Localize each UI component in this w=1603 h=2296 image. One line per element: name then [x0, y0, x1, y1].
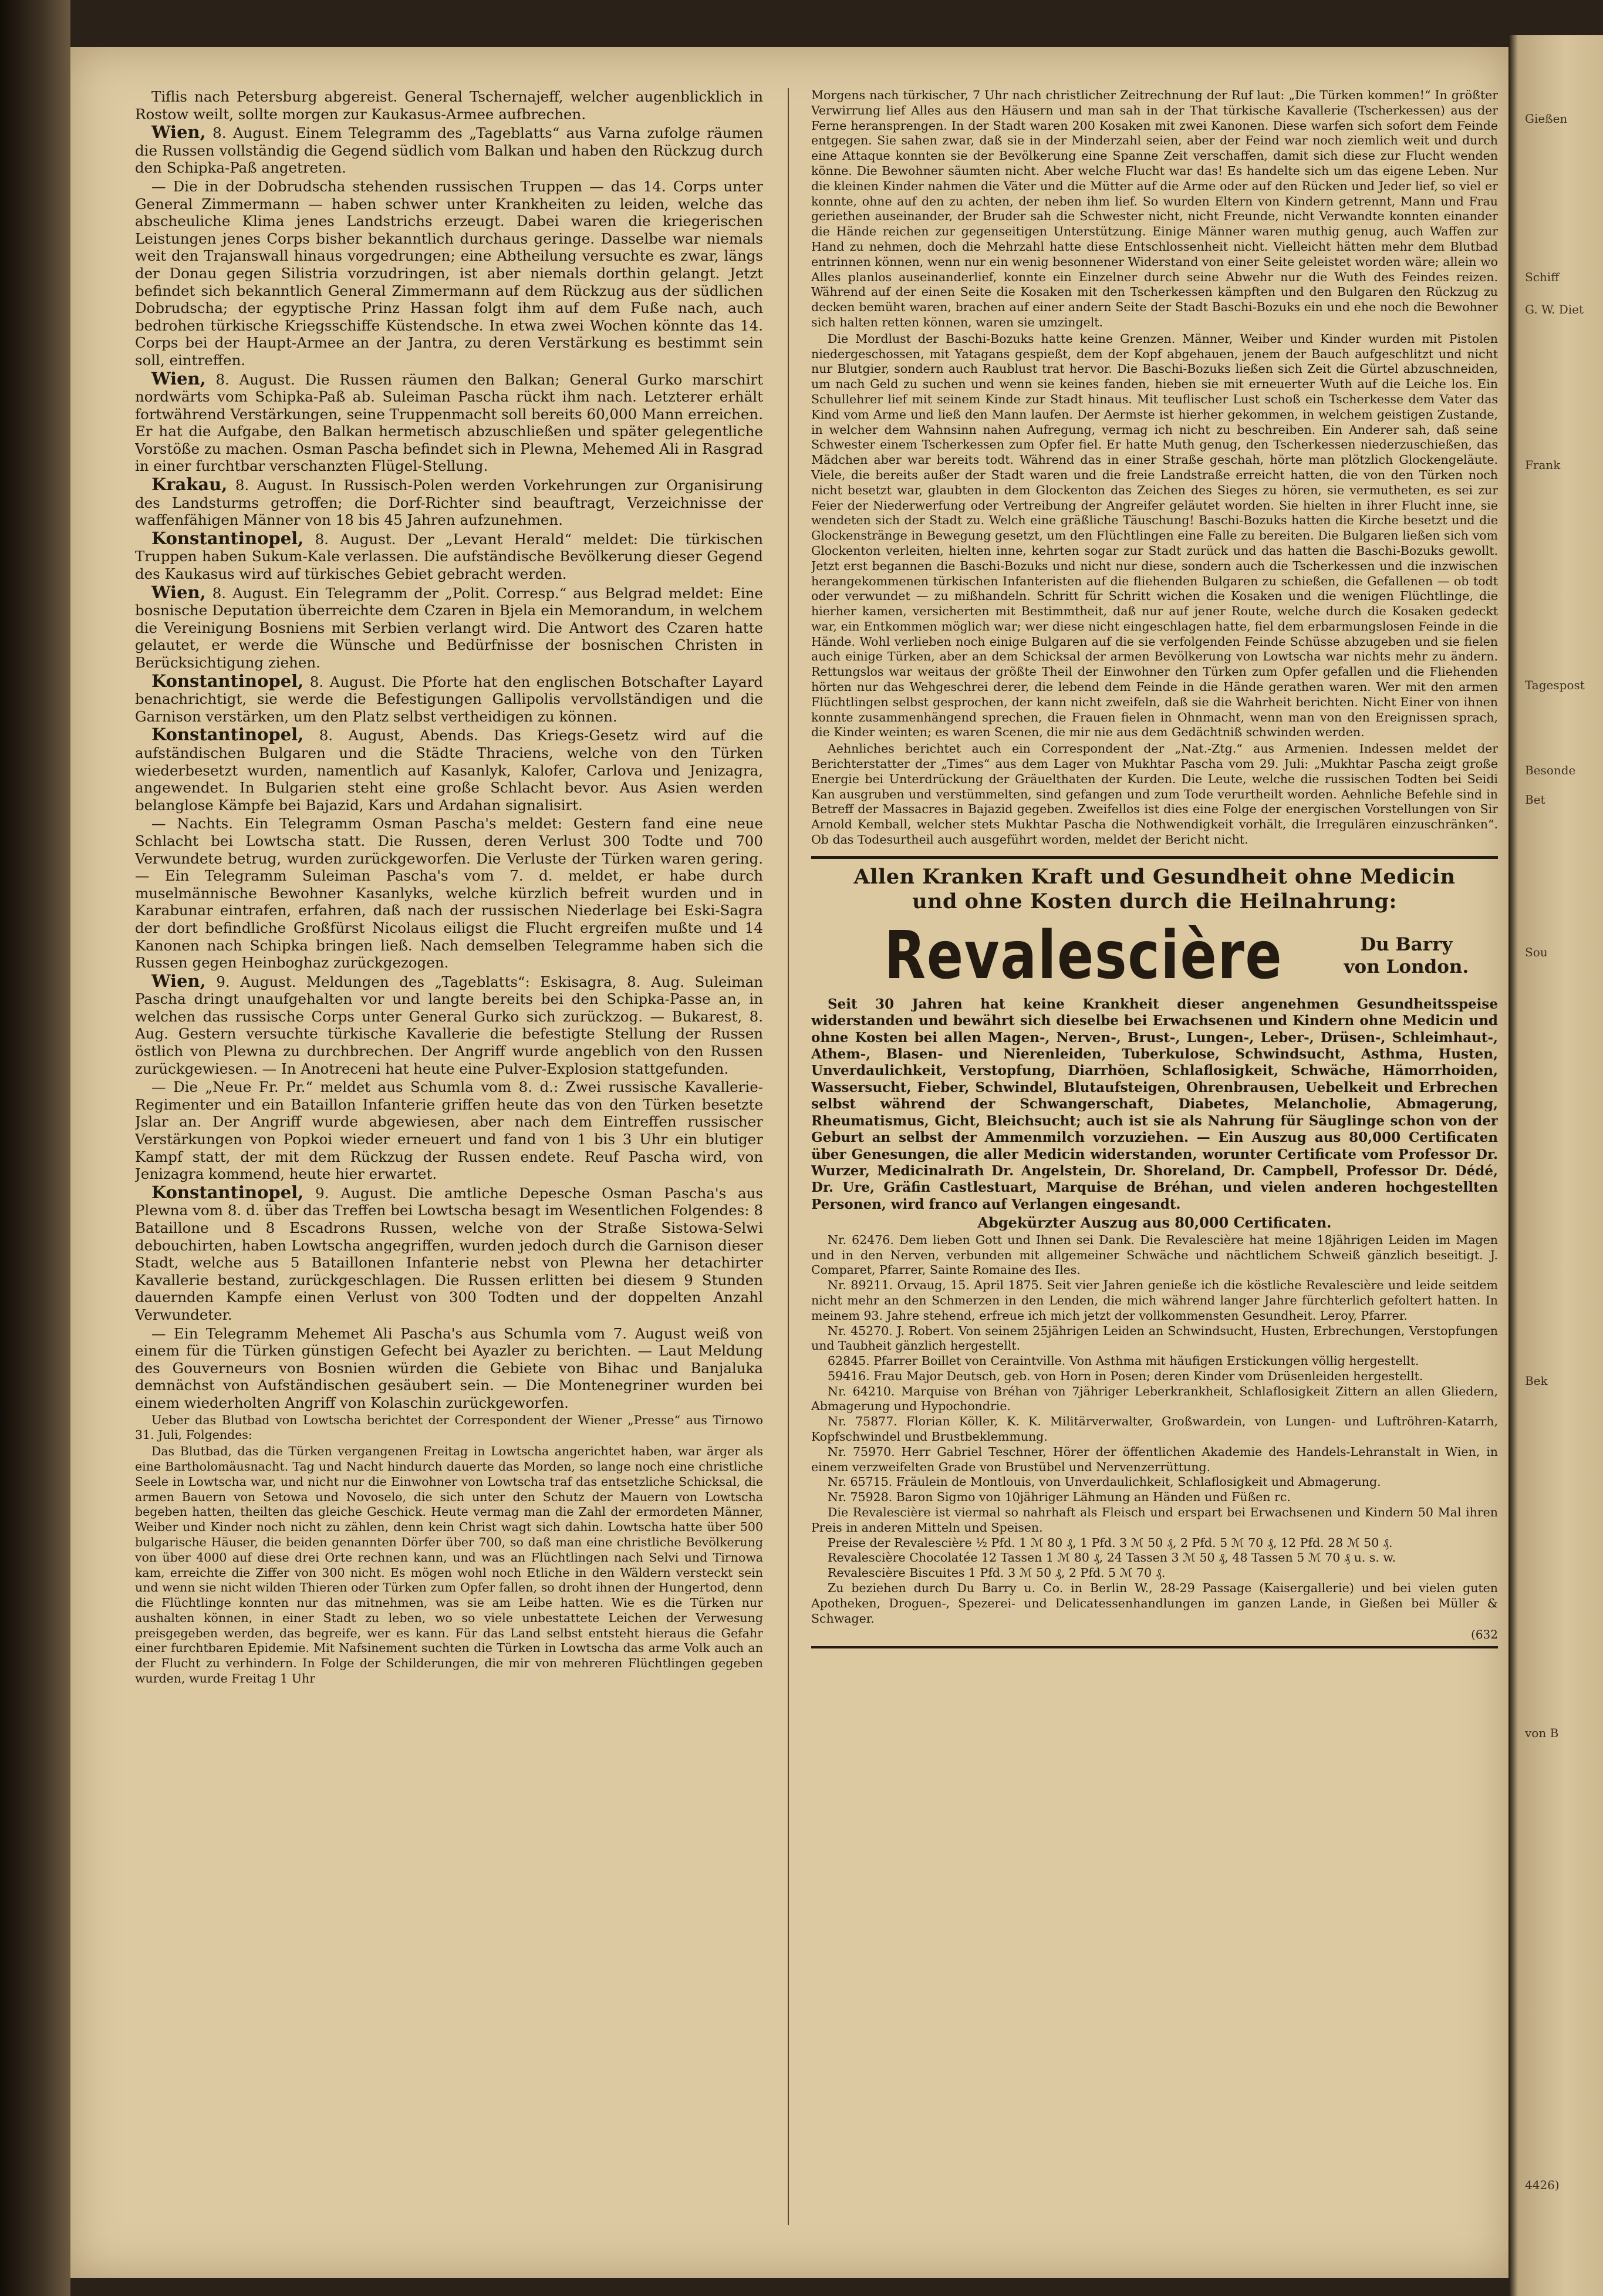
ad-headline-1: Allen Kranken Kraft und Gesundheit ohne Medicin — [853, 864, 1456, 889]
article-paragraph — [135, 670, 763, 726]
paragraph-text: 8. August. Die Pforte hat den englischen Botschafter Layard benachrichtigt, sie werde die Befestigungen Gallipolis vervollständigen und die Garnison verstärken, um den Platz selbst vertheidigen zu können. — [135, 673, 763, 725]
ad-ref: (632 — [811, 1626, 1498, 1648]
ad-certificate: Revalescière Biscuites 1 Pfd. 3 ℳ 50 ₰, 2 Pfd. 5 ℳ 70 ₰. — [828, 1566, 1166, 1580]
adjacent-page-fragment: Schiff — [1525, 270, 1560, 284]
adjacent-page-fragment: Sou — [1525, 945, 1548, 959]
article-paragraph — [135, 370, 763, 476]
adjacent-page-fragment: 4426) — [1525, 2178, 1560, 2192]
paragraph-text: Das Blutbad, das die Türken vergangenen Freitag in Lowtscha angerichtet haben, war ärger als eine Bartholomäusnacht. Tag und Nacht hindurch dauerte das Morden, so lange noch eine christliche Seele in Lowtscha war, und nicht nur die Einwohner von Lowtscha traf das entsetzliche Schicksal, die armen Bauern von Setowa und Novoselo, die sich unter den Schutz der Mauern von Lowtscha begeben hatten, theilten das gleiche Geschick. Heute vermag man die Zahl der ermordeten Männer, Weiber und Kinder noch nicht zu zählen, denn kein Christ wagt sich dahin. Lowtscha hatte über 500 bulgarische Häuser, die beiden genannten Dörfer über 700, so daß man eine christliche Bevölkerung von über 4000 auf diese drei Orte rechnen kann, und was an Flüchtlingen nach Selvi und Tirnowa kam, erreichte die Ziffer von 300 nicht. Es mögen wohl noch Etliche in den Wäldern versteckt sein und wenn sie nicht wilden Thieren oder Türken zum Opfer fallen, so droht ihnen der Hungertod, denn die Flüchtlinge konnten nur das mitnehmen, was sie am Leibe hatten. Wie es die Türken nur aushalten können, in einer Stadt zu leben, wo so viele unbestattete Leichen der Verwesung preisgegeben werden, das begreife, wer es kann. Für das Land selbst entsteht hieraus die Gefahr einer furchtbaren Epidemie. Mit Nafsinement suchten die Türken in Lowtscha das arme Volk auch an der Flucht zu verhindern. In Folge der Schilderungen, die mir von mehreren Flüchtlingen gegeben wurden, wurde Freitag 1 Uhr — [135, 1444, 763, 1686]
ad-brand-line-1: Du Barry — [1360, 933, 1453, 955]
ad-certificate: Nr. 62476. Dem lieben Gott und Ihnen sei Dank. Die Revalescière hat meine 18jährigen Leiden im Magen und in den Nerven, verbunden mit allgemeiner Schwäche und nächtlichem Schweiß gänzlich beseitigt. J. Comparet, Pfarrer, Sainte Romaine des Iles. — [811, 1232, 1498, 1277]
paragraph-text: Aehnliches berichtet auch ein Correspondent der „Nat.-Ztg.“ aus Armenien. Indessen meldet der Berichterstatter der „Times“ aus dem Lager von Mukhtar Pascha vom 29. Juli: „Mukhtar Pascha zeigt große Energie bei Unterdrückung der Gräuelthaten der Kurden. Die Leute, welche die russischen Todten bei Seidi Kan ausgruben und verstümmelten, sind gefangen und zum Tode verurtheilt worden. Aehnliche Befehle sind in Betreff der Massacres in Bajazid gegeben. Zweifellos ist dies eine Folge der energischen Vorstellungen von Sir Arnold Kemball, welcher stets Mukhtar Pascha die Nothwendigkeit vorhält, die Irregulären einzuschränken“. Ob das Todesurtheil auch ausgeführt worden, meldet der Bericht nicht. — [811, 741, 1498, 847]
ad-certificate: Nr. 64210. Marquise von Bréhan von 7jähriger Leberkrankheit, Schlaflosigkeit Zittern an allen Gliedern, Abmagerung und Hypochondrie. — [811, 1384, 1498, 1414]
ad-headline-2: und ohne Kosten durch die Heilnahrung: — [912, 889, 1397, 913]
paragraph-text: Die Mordlust der Baschi-Bozuks hatte keine Grenzen. Männer, Weiber und Kinder wurden mit Pistolen niedergeschossen, mit Yatagans gespießt, dem der Kopf abgehauen, jenem der Bauch aufgeschlitzt und nicht nur Blutgier, sondern auch Raublust trat hervor. Die Baschi-Bozuks ließen sich Zeit die Gürtel abzuschneiden, um nach Geld zu suchen und wenn sie keines fanden, hieben sie mit erneuerter Wuth auf die Leiche los. Ein Schullehrer lief mit seinem Kinde zur Stadt hinaus. Mit teuflischer Lust schoß ein Tscherkesse dem Vater das Kind vom Arme und ließ den Mann laufen. Der Aermste ist hierher gekommen, in welchem geistigen Zustande, in welcher dem Wahnsinn nahen Aufregung, vermag ich nicht zu beschreiben. Ein Anderer sah, daß seine Schwester einem Tscherkessen zum Opfer fiel. Er hatte Muth genug, den Tscherkessen niederzuschießen, das Mädchen aber war bereits todt. Während das in einer Straße geschah, hörte man plötzlich Glockengeläute. Viele, die bereits außer der Stadt waren und die freie Landstraße erreicht hatten, die von den Türken noch nicht besetzt war, glaubten in dem Glockenton das Zeichen des Sieges zu hören, sie vermutheten, es sei zur Feier der Niederwerfung oder Vertreibung der Angreifer geläutet worden. Sie hielten in ihrer Flucht inne, sie wendeten sich der Stadt zu. Welch eine gräßliche Täuschung! Baschi-Bozuks hatten die Kirche besetzt und die Glockenstränge in Bewegung gesetzt, um den Flüchtlingen eine Falle zu bereiten. Die Bulgaren ließen sich vom Glockenton verleiten, hielten inne, kehrten sogar zur Stadt zurück und das hatten die Baschi-Bozuks gewollt. Jetzt erst begannen die Baschi-Bozuks und nicht nur diese, sondern auch die Tscherkessen und die inzwischen herangekommenen türkischen Infanteristen auf die fliehenden Bulgaren zu schießen, die Gefallenen — ob todt oder verwundet — zu mißhandeln. Schritt für Schritt wichen die Kosaken und die wenigen Flüchtlinge, die hierher kamen, versicherten mit Bestimmtheit, daß nur auf jener Route, welche durch die Kosaken gedeckt war, ein Entkommen möglich war; wer diese nicht eingeschlagen hatte, fiel dem erbarmungslosen Feinde in die Hände. Wohl verlieben noch einige Bulgaren auf die sie verfolgenden Feinde Schüsse abzugeben und sie fielen auch einige Türken, aber an dem Schicksal der armen Bevölkerung von Lowtscha war nichts mehr zu ändern. Rettungslos war weitaus der größte Theil der Einwohner den Türken zum Opfer gefallen und die Fliehenden hörten nur das Wehgeschrei derer, die lebend dem Feinde in die Hände gerathen waren. Wer mit den armen Flüchtlingen selbst gesprochen, der kann nicht zweifeln, daß sie die Wahrheit berichten. Nicht Einer von ihnen konnte zusammenhängend sprechen, die Frauen fielen in Ohnmacht, wenn man von den Ereignissen sprach, die Kinder weinten; es waren Scenen, die mir nie aus dem Gedächtniß schwinden werden. — [811, 331, 1498, 740]
revalesciere-advertisement — [811, 856, 1498, 1648]
ad-brand-name: Revalescière — [884, 917, 1283, 994]
paragraph-text: Tiflis nach Petersburg abgereist. General Tschernajeff, welcher augenblicklich in Rostow weilt, sollte morgen zur Kaukasus-Armee aufbrechen. — [135, 88, 763, 123]
paragraph-text: 8. August. Der „Levant Herald“ meldet: Die türkischen Truppen haben Sukum-Kale verlassen. Die aufständische Bevölkerung dieser Gegend des Kaukasus wird auf türkisches Gebiet gebracht werden. — [135, 530, 763, 583]
ad-certificate: Nr. 75877. Florian Köller, K. K. Militärverwalter, Großwardein, von Lungen- und Luftröhren-Katarrh, Kopfschwindel und Brustbeklemmung. — [811, 1414, 1498, 1444]
ad-certificate: Nr. 75928. Baron Sigmo von 10jähriger Lähmung an Händen und Füßen rc. — [828, 1490, 1291, 1505]
ad-certificate: Die Revalescière ist viermal so nahrhaft als Fleisch und erspart bei Erwachsenen und Kindern 50 Mal ihren Preis in anderen Mitteln und Speisen. — [811, 1505, 1498, 1535]
paragraph-text: 8. August. In Russisch-Polen werden Vorkehrungen zur Organisirung des Landsturms getroffen; die Dorf-Richter sind beauftragt, Verzeichnisse der waffenfähigen Männer von 18 bis 45 Jahren aufzunehmen. — [135, 477, 763, 529]
adjacent-page-fragment: Bek — [1525, 1374, 1548, 1388]
ad-certificate: Nr. 65715. Fräulein de Montlouis, von Unverdaulichkeit, Schlaflosigkeit und Abmagerung. — [828, 1475, 1381, 1489]
ad-certificate: Revalescière Chocolatée 12 Tassen 1 ℳ 80 ₰, 24 Tassen 3 ℳ 50 ₰, 48 Tassen 5 ℳ 70 ₰ u. s. w. — [828, 1550, 1396, 1565]
paragraph-text: 9. August. Meldungen des „Tageblatts“: Eskisagra, 8. Aug. Suleiman Pascha dringt unaufgehalten vor und langte bereits bei den Schipka-Passe an, in welchen das russische Corps unter General Gurko sich zurückzog. — Bukarest, 8. Aug. Gestern versuchte türkische Kavallerie die befestigte Stellung der Russen östlich von Plewna zu durchbrechen. Der Angriff wurde angeblich von den Russen zurückgewiesen. — In Anotreceni hat heute eine Pulver-Explosion stattgefunden. — [135, 973, 763, 1077]
newspaper-page — [70, 47, 1508, 2278]
dateline: Krakau, — [151, 474, 228, 495]
article-paragraph — [811, 332, 1498, 741]
book-binding — [0, 0, 70, 2296]
adjacent-page-fragment: Tagespost — [1525, 678, 1585, 692]
article-paragraph — [135, 1325, 763, 1412]
article-paragraph — [135, 476, 763, 529]
article-paragraph — [811, 88, 1498, 331]
paragraph-text: 8. August. Ein Telegramm der „Polit. Corresp.“ aus Belgrad meldet: Eine bosnische Deputation überreichte dem Czaren in Bjela ein Memorandum, in welchem die Vereinigung Bosniens mit Serbien verlangt wird. Die Antwort des Czaren hatte gelautet, er werde die Wünsche und Bedürfnisse der bosnischen Christen in Berücksichtigung ziehen. — [135, 584, 763, 671]
paragraph-text: 8. August. Einem Telegramm des „Tageblatts“ aus Varna zufolge räumen die Russen vollständig die Gegend südlich vom Balkan und haben den Rückzug durch den Schipka-Paß angetreten. — [135, 124, 763, 177]
paragraph-text: — Die „Neue Fr. Pr.“ meldet aus Schumla vom 8. d.: Zwei russische Kavallerie-Regimenter und ein Bataillon Infanterie griffen heute das von den Türken besetzte Jslar an. Der Angriff wurde abgewiesen, aber nach dem Eintreffen russischer Verstärkungen von Popkoi wieder erneuert und fand von 1 bis 3 Uhr ein blutiger Kampf statt, der mit dem Rückzug der Russen endete. Reuf Pascha wird, von Jenizagra kommend, heute hier erwartet. — [135, 1078, 763, 1183]
dateline: Konstantinopel, — [151, 528, 304, 548]
paragraph-text: 8. August. Die Russen räumen den Balkan; General Gurko marschirt nordwärts vom Schipka-Paß ab. Suleiman Pascha rückt ihm nach. Letzterer erhält fortwährend Verstärkungen, seine Truppenmacht soll bereits 60,000 Mann erreichen. Er hat die Aufgabe, den Balkan hermetisch abzuschließen und später gelegentliche Vorstöße zu machen. Osman Pascha befindet sich in Plewna, Mehemed Ali in Rasgrad in einer furchtbar verschanzten Flügel-Stellung. — [135, 370, 763, 475]
column-rule — [788, 88, 789, 2225]
dateline: Konstantinopel, — [151, 724, 304, 745]
article-paragraph — [135, 124, 763, 177]
article-paragraph — [135, 1444, 763, 1687]
dateline: Wien, — [151, 368, 206, 389]
dateline: Konstantinopel, — [151, 1182, 304, 1202]
ad-brand-origin — [1344, 933, 1469, 978]
dateline: Wien, — [151, 582, 206, 602]
paragraph-text: Morgens nach türkischer, 7 Uhr nach christlicher Zeitrechnung der Ruf laut: „Die Türken kommen!“ In größter Verwirrung lief Alles aus den Häusern und man sah in der That türkische Kavallerie (Tscherkessen) aus der Ferne heransprengen. In der Stadt waren 200 Kosaken mit zwei Kanonen. Diese warfen sich sofort dem Feinde entgegen. Sie sahen zwar, daß sie in der Minderzahl seien, aber der Feind war noch ziemlich weit und durch eine Attaque konnten sie der Bevölkerung eine Spanne Zeit verschaffen, damit sich diese zur Flucht wenden könne. Die Bewohner säumten nicht. Aber welche Flucht war das! Es handelte sich um das eigene Leben. Nur die kleinen Kinder nahmen die Väter und die Mütter auf die Arme oder auf den Rücken und Jeder lief, so viel er konnte, ohne auf den zu achten, der neben ihm lief. So wurden Eltern von Kindern getrennt, Mann und Frau geriethen auseinander, der Bruder sah die Schwester nicht, nicht Freunde, nicht Verwandte konnten einander die Hände reichen zur gegenseitigen Unterstützung. Einige Männer waren muthig genug, auch Waffen zur Hand zu nehmen, doch die Mehrzahl hatte diese Entschlossenheit nicht. Vielleicht hätten mehr dem Blutbad entrinnen können, wenn nur ein wenig besonnener Widerstand von einer Seite geleistet worden wäre; allein wo Alles planlos auseinanderlief, konnte ein Einzelner durch seine Abwehr nur die Wuth des Feindes reizen. Während auf der einen Seite die Kosaken mit den Tscherkessen kämpften und den Bulgaren den Rückzug zu decken bemüht waren, brachen auf einer andern Seite der Stadt Baschi-Bozuks ein und ehe noch die Bewohner sich halten retten können, waren sie umzingelt. — [811, 88, 1498, 329]
article-paragraph — [135, 178, 763, 369]
ad-intro: Seit 30 Jahren hat keine Krankheit dieser angenehmen Gesundheitsspeise widerstanden und bewährt sich dieselbe bei Erwachsenen und Kindern ohne Medicin und ohne Kosten bei allen Magen-, Nerven-, Brust-, Lungen-, Leber-, Drüsen-, Schleimhaut-, Athem-, Blasen- und Nierenleiden, Tuberkulose, Schwindsucht, Asthma, Husten, Unverdaulichkeit, Verstopfung, Diarrhöen, Schlaflosigkeit, Schwäche, Hämorrhoiden, Wassersucht, Fieber, Schwindel, Blutaufsteigen, Ohrenbrausen, Uebelkeit und Erbrechen selbst während der Schwangerschaft, Diabetes, Melancholie, Abmagerung, Rheumatismus, Gicht, Bleichsucht; auch ist sie als Nahrung für Säuglinge schon von der Geburt an selbst der Ammenmilch vorzuziehen. — Ein Auszug aus 80,000 Certificaten über Genesungen, die aller Medicin widerstanden, worunter Certificate vom Professor Dr. Wurzer, Medicinalrath Dr. Angelstein, Dr. Shoreland, Dr. Campbell, Professor Dr. Dédé, Dr. Ure, Gräfin Castlestuart, Marquise de Bréhan, und vielen anderen hochgestellten Personen, wird franco auf Verlangen eingesandt. — [811, 996, 1498, 1212]
article-paragraph — [135, 1184, 763, 1324]
adjacent-page-edge — [1508, 35, 1603, 2296]
article-paragraph — [135, 815, 763, 971]
ad-certificate: Preise der Revalescière ½ Pfd. 1 ℳ 80 ₰, 1 Pfd. 3 ℳ 50 ₰, 2 Pfd. 5 ℳ 70 ₰, 12 Pfd. 28 ℳ 50 ₰. — [828, 1535, 1393, 1550]
dateline: Wien, — [151, 122, 206, 143]
ad-certificate: Zu beziehen durch Du Barry u. Co. in Berlin W., 28-29 Passage (Kaisergallerie) und bei vielen guten Apotheken, Droguen-, Spezerei- und Delicatessenhandlungen im ganzen Lande, in Gießen bei Müller & Schwager. — [811, 1581, 1498, 1626]
paragraph-text: Ueber das Blutbad von Lowtscha berichtet der Correspondent der Wiener „Presse“ aus Tirnowo 31. Juli, Folgendes: — [135, 1412, 763, 1442]
paragraph-text: — Die in der Dobrudscha stehenden russischen Truppen — das 14. Corps unter General Zimmermann — haben schwer unter Krankheiten zu leiden, welche das abscheuliche Klima jenes Landstrichs erzeugt. Dabei waren die kriegerischen Leistungen jenes Corps bisher bekanntlich durchaus geringe. Dasselbe war niemals weit den Trajanswall hinaus vorgedrungen; eine Abtheilung versuchte es zwar, längs der Donau gegen Silistria vorzudringen, ist aber niemals dorthin gelangt. Jetzt befindet sich bekanntlich General Zimmermann auf dem Rückzug aus der südlichen Dobrudscha; der egyptische Prinz Hassan folgt ihm auf dem Fuße nach, auch bedrohen türkische Kriegsschiffe Küstendsche. In etwa zwei Wochen könnte das 14. Corps bei der Haupt-Armee an der Jantra, zu deren Verstärkung es bestimmt sein soll, eintreffen. — [135, 177, 763, 369]
dateline: Wien, — [151, 970, 206, 991]
ad-certificate: Nr. 75970. Herr Gabriel Teschner, Hörer der öffentlichen Akademie des Handels-Lehranstalt in Wien, in einem verzweifelten Grade von Brustübel und Nervenzerrüttung. — [811, 1444, 1498, 1474]
adjacent-page-fragment: Besonde — [1525, 763, 1576, 777]
ad-certificate: Nr. 45270. J. Robert. Von seinem 25jährigen Leiden an Schwindsucht, Husten, Erbrechungen, Verstopfungen und Taubheit gänzlich hergestellt. — [811, 1323, 1498, 1353]
dateline: Konstantinopel, — [151, 670, 304, 691]
article-paragraph — [811, 741, 1498, 848]
ad-brand-row — [811, 917, 1498, 994]
adjacent-page-fragment: Gießen — [1525, 112, 1568, 126]
left-column — [135, 88, 763, 2225]
ad-certificate: 59416. Frau Major Deutsch, geb. von Horn in Posen; deren Kinder vom Drüsenleiden hergestellt. — [828, 1368, 1423, 1383]
right-column-text — [811, 88, 1498, 848]
paragraph-text: — Ein Telegramm Mehemet Ali Pascha's aus Schumla vom 7. August weiß von einem für die Türken günstigen Gefecht bei Ayazler zu berichten. — Laut Meldung des Gouverneurs von Bosnien würden die Gebiete von Bihac und Banjaluka demnächst von Aufständischen gesäubert sein. — Die Montenegriner wurden bei einem wiederholten Angriff von Kolaschin zurückgeworfen. — [135, 1324, 763, 1411]
article-paragraph — [135, 88, 763, 123]
article-paragraph — [135, 970, 763, 1078]
paragraph-text: — Nachts. Ein Telegramm Osman Pascha's meldet: Gestern fand eine neue Schlacht bei Lowtscha statt. Die Russen, deren Verlust 300 Todte und 700 Verwundete betrug, wurden zurückgeworfen. Die Verluste der Türken waren gering. — Ein Telegramm Suleiman Pascha's vom 7. d. meldet, er habe durch muselmännische Bewohner Kasanlyks, welche kürzlich befreit wurden und in Karabunar eintrafen, erfahren, daß nach der russischen Niederlage bei Eski-Sagra der dort befindliche Großfürst Nicolaus eiligst die Flucht ergreifen mußte und 14 Kanonen nach Schipka bringen ließ. Nach demselben Telegramme haben sich die Russen gegen Heinboghaz zurückgezogen. — [135, 815, 763, 972]
ad-brand-line-2: von London. — [1344, 956, 1469, 977]
article-paragraph — [135, 1078, 763, 1183]
article-paragraph — [135, 584, 763, 672]
article-paragraph — [135, 1413, 763, 1444]
ad-certificate: Nr. 89211. Orvaug, 15. April 1875. Seit vier Jahren genieße ich die köstliche Revalescière und leide seitdem nicht mehr an den Schmerzen in den Lenden, die mich während langer Jahre fürchterlich gefoltert hatten. In meinem 93. Jahre stehend, erfreue ich mich jetzt der vollkommensten Gesundheit. Leroy, Pfarrer. — [811, 1278, 1498, 1323]
ad-subhead: Abgekürzter Auszug aus 80,000 Certificaten. — [977, 1214, 1332, 1232]
article-paragraph — [135, 726, 763, 814]
paragraph-text: 8. August, Abends. Das Kriegs-Gesetz wird auf die aufständischen Bulgaren und die Städte Thraciens, welche von den Türken wiederbesetzt wurden, namentlich auf Kasanlyk, Kalofer, Carlova und Jenizagra, angewendet. In Bulgarien steht eine große Schlacht bevor. Aus Asien werden belanglose Kämpfe bei Bajazid, Kars und Ardahan signalisirt. — [135, 727, 763, 814]
ad-certificate: 62845. Pfarrer Boillet von Ceraintville. Von Asthma mit häufigen Erstickungen völlig hergestellt. — [828, 1354, 1419, 1368]
ad-certificates — [811, 1233, 1498, 1627]
adjacent-page-fragment: G. W. Diet — [1525, 302, 1584, 316]
adjacent-page-fragment: von B — [1525, 1726, 1559, 1740]
adjacent-page-fragment: Bet — [1525, 793, 1545, 807]
adjacent-page-fragment: Frank — [1525, 458, 1561, 472]
article-paragraph — [135, 530, 763, 583]
right-column — [811, 88, 1498, 2225]
paragraph-text: 9. August. Die amtliche Depesche Osman Pascha's aus Plewna vom 8. d. über das Treffen bei Lowtscha besagt im Wesentlichen Folgendes: 8 Bataillone und 8 Escadrons Russen, welche von der Straße Sistowa-Selwi debouchirten, haben Lowtscha angegriffen, wurden jedoch durch die Garnison dieser Stadt, welche aus 5 Bataillonen Infanterie nebst von Plewna her detachirter Kavallerie bestand, zurückgeschlagen. Die Russen erlitten bei diesem 9 Stunden dauernden Kampfe einen Verlust von 300 Todten und der doppelten Anzahl Verwundeter. — [135, 1184, 763, 1323]
